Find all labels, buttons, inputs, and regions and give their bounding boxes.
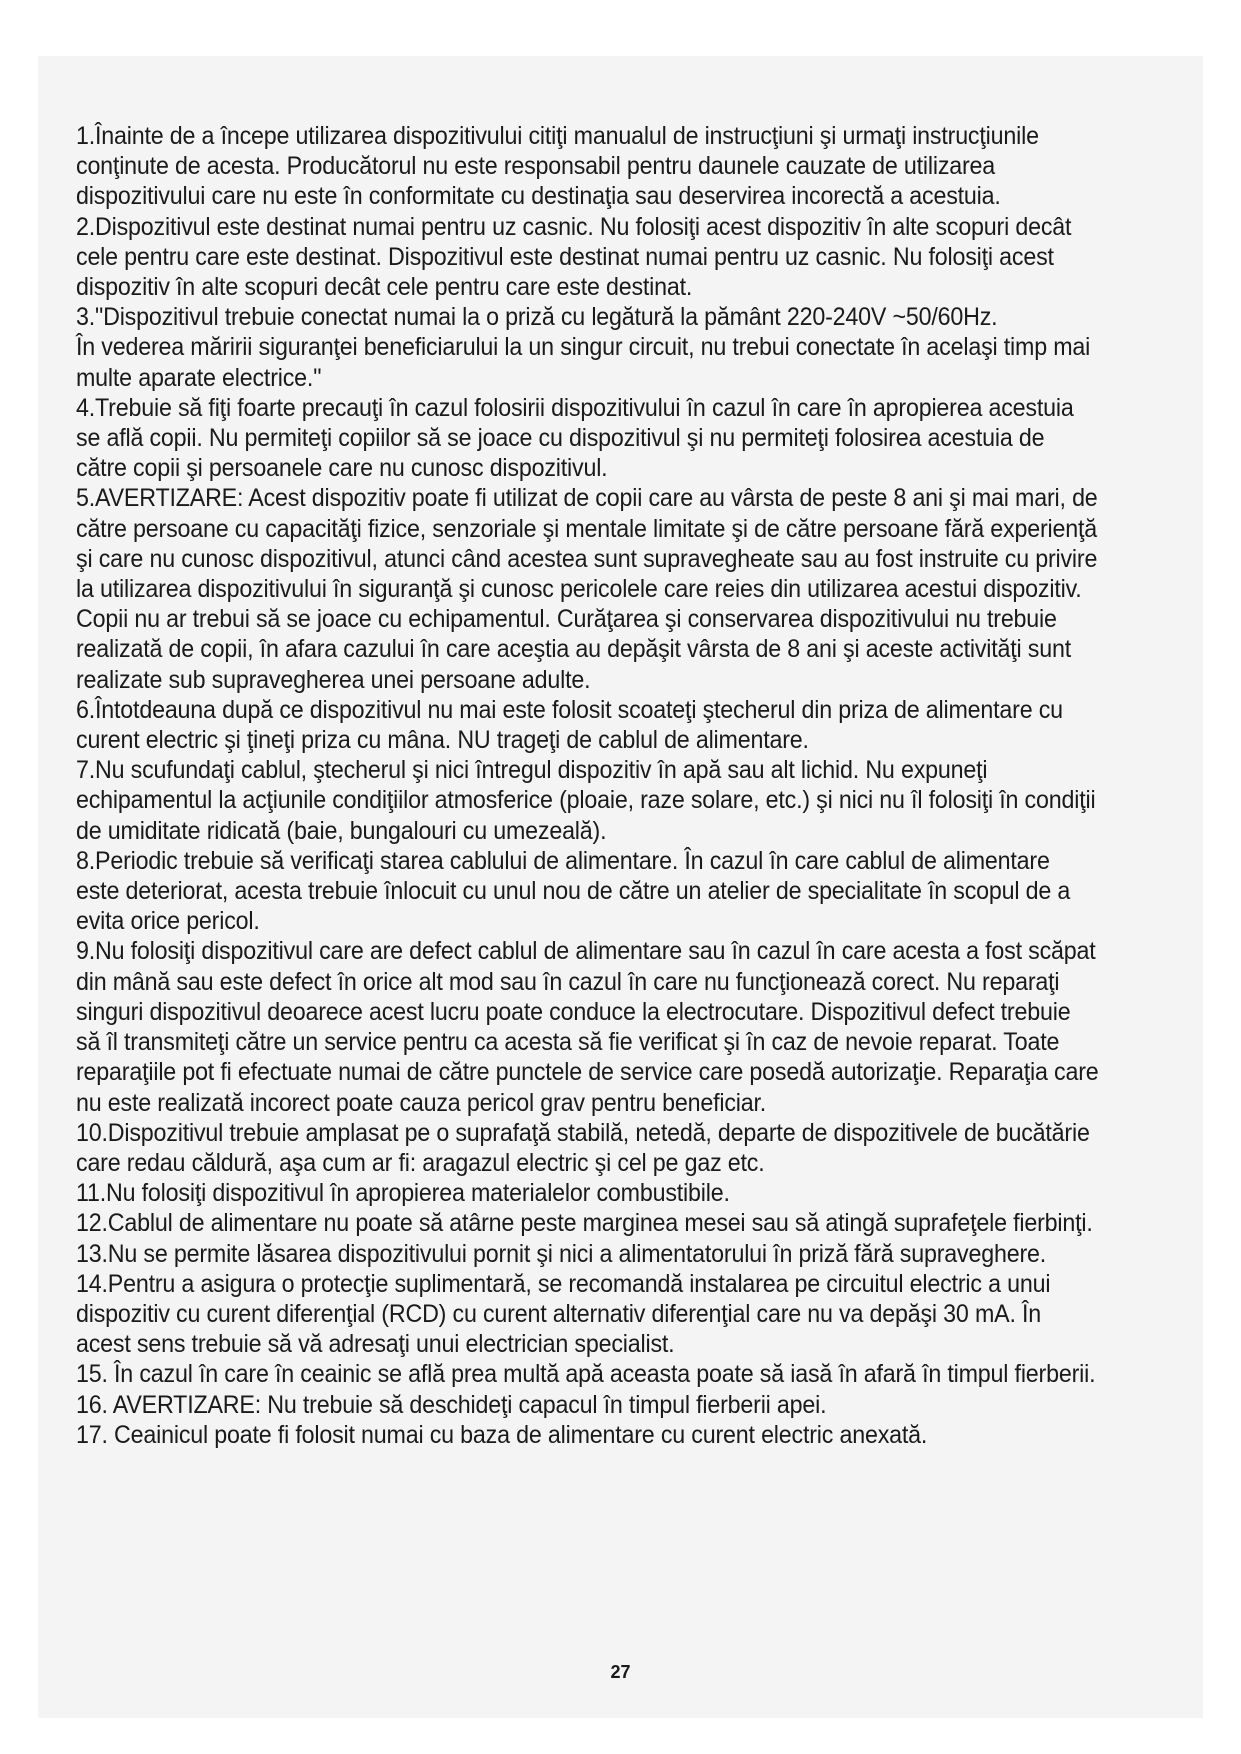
page-number: 27: [610, 1662, 631, 1682]
instructions-body: [76, 121, 1099, 1450]
instruction-paragraph: 3."Dispozitivul trebuie conectat numai la o priză cu legătură la pământ 220-240V ~50/60Hz.: [76, 303, 998, 332]
instruction-paragraph: 4.Trebuie să fiţi foarte precauţi în cazul folosirii dispozitivului în cazul în care în apropierea acestuia se află copii. Nu permiteţi copiilor să se joace cu dispozitivul şi nu permiteţi folosirea acestuia de către copii şi persoanele care nu cunosc dispozitivul.: [76, 393, 1074, 483]
instruction-paragraph: 12.Cablul de alimentare nu poate să atârne peste marginea mesei sau să atingă suprafeţele fierbinţi.: [76, 1209, 1093, 1238]
instruction-paragraph: 13.Nu se permite lăsarea dispozitivului pornit şi nici a alimentatorului în priză fără supraveghere.: [76, 1239, 1047, 1268]
instruction-paragraph: 7.Nu scufundaţi cablul, ştecherul şi nici întregul dispozitiv în apă sau alt lichid. Nu expuneţi echipamentul la acţiunile condiţiilor atmosferice (ploaie, raze solare, etc.) şi nici nu îl folosiţi în condiţii de umiditate ridicată (baie, bungalouri cu umezeală).: [76, 756, 1096, 845]
instruction-paragraph: 5.AVERTIZARE: Acest dispozitiv poate fi utilizat de copii care au vârsta de peste 8 ani şi mai mari, de către persoane cu capacităţi fizice, senzoriale şi mentale limitate şi de către persoane fără experienţă şi care nu cunosc dispozitivul, atunci când acestea sunt supravegheate sau au fost instruite cu privire la utilizarea dispozitivului în siguranţă şi cunosc pericolele care reies din utilizarea acestui dispozitiv. Copii nu ar trebui să se joace cu echipamentul. Curăţarea şi conservarea dispozitivului nu trebuie realizată de copii, în afara cazului în care aceştia au depăşit vârsta de 8 ani şi aceste activităţi sunt realizate sub supravegherea unei persoane adulte.: [76, 484, 1098, 694]
instruction-paragraph: În vederea măririi siguranţei beneficiarului la un singur circuit, nu trebui conectate în acelaşi timp mai multe aparate electrice.": [76, 333, 1091, 392]
instruction-paragraph: 11.Nu folosiţi dispozitivul în apropierea materialelor combustibile.: [76, 1179, 730, 1208]
instruction-paragraph: 9.Nu folosiţi dispozitivul care are defect cablul de alimentare sau în cazul în care acesta a fost scăpat din mână sau este defect în orice alt mod sau în cazul în care nu funcţionează corect. Nu reparaţi singuri dispozitivul deoarece acest lucru poate conduce la electrocutare. Dispozitivul defect trebuie să îl transmiteţi către un service pentru ca acesta să fie verificat şi în caz de nevoie reparat. Toate reparaţiile pot fi efectuate numai de către punctele de service care posedă autorizaţie. Reparaţia care nu este realizată incorect poate cauza pericol grav pentru beneficiar.: [76, 937, 1099, 1117]
instruction-paragraph: 2.Dispozitivul este destinat numai pentru uz casnic. Nu folosiţi acest dispozitiv în alte scopuri decât cele pentru care este destinat. Dispozitivul este destinat numai pentru uz casnic. Nu folosiţi acest dispozitiv în alte scopuri decât cele pentru care este destinat.: [76, 212, 1072, 302]
instruction-paragraph: 15. În cazul în care în ceainic se află prea multă apă aceasta poate să iasă în afară în timpul fierberii.: [76, 1360, 1096, 1389]
instruction-paragraph: 10.Dispozitivul trebuie amplasat pe o suprafaţă stabilă, netedă, departe de dispozitivele de bucătărie care redau căldură, aşa cum ar fi: aragazul electric şi cel pe gaz etc.: [76, 1118, 1090, 1177]
instruction-paragraph: 6.Întotdeauna după ce dispozitivul nu mai este folosit scoateţi ştecherul din priza de alimentare cu curent electric şi ţineţi priza cu mâna. NU trageţi de cablul de alimentare.: [76, 695, 1063, 755]
instruction-paragraph: 8.Periodic trebuie să verificaţi starea cablului de alimentare. În cazul în care cablul de alimentare este deteriorat, acesta trebuie înlocuit cu unul nou de către un atelier de specialitate în scopul de a evita orice pericol.: [76, 846, 1071, 936]
instruction-paragraph: 17. Ceainicul poate fi folosit numai cu baza de alimentare cu curent electric anexată.: [76, 1420, 928, 1449]
instruction-paragraph: 1.Înainte de a începe utilizarea dispozitivului citiţi manualul de instrucţiuni şi urmaţi instrucţiunile conţinute de acesta. Producătorul nu este responsabil pentru daunele cauzate de utilizarea dispozitivului care nu este în conformitate cu destinaţia sau deservirea incorectă a acestuia.: [76, 122, 1039, 211]
instruction-paragraph: 16. AVERTIZARE: Nu trebuie să deschideţi capacul în timpul fierberii apei.: [76, 1390, 827, 1419]
instruction-paragraph: 14.Pentru a asigura o protecţie suplimentară, se recomandă instalarea pe circuitul electric a unui dispozitiv cu curent diferenţial (RCD) cu curent alternativ diferenţial care nu va depăşi 30 mA. În acest sens trebuie să vă adresaţi unui electrician specialist.: [76, 1269, 1051, 1359]
